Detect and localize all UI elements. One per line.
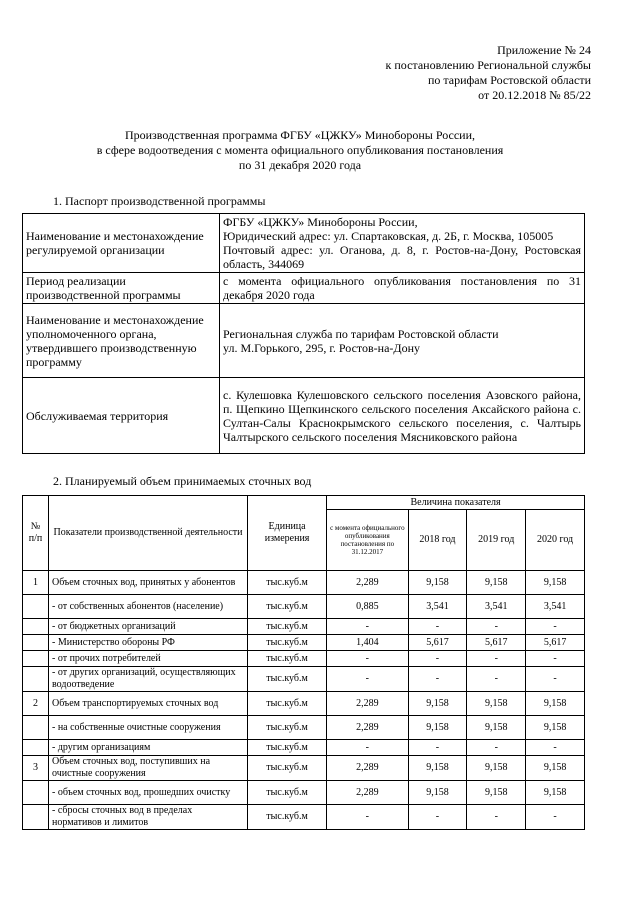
row-2018: - [408, 740, 467, 756]
table-row [23, 805, 585, 830]
row-unit: тыс.куб.м [248, 667, 327, 692]
row-unit: тыс.куб.м [248, 595, 327, 619]
section-2-heading: 2. Планируемый объем принимаемых сточных вод [53, 474, 312, 488]
row-2019: - [467, 740, 526, 756]
appendix-block [386, 43, 591, 103]
row-base: 2,289 [327, 781, 408, 805]
row-2018: 9,158 [408, 692, 467, 716]
row-base: - [327, 667, 408, 692]
row-num: 3 [23, 756, 49, 781]
row-num [23, 595, 49, 619]
row-2019: 9,158 [467, 781, 526, 805]
title-line-1: Производственная программа ФГБУ «ЦЖКУ» Минобороны России, [124, 128, 476, 142]
row-2018: 9,158 [408, 781, 467, 805]
row-2020: 9,158 [526, 716, 585, 740]
row-base: - [327, 805, 408, 830]
volume-table-body [23, 571, 585, 830]
passport-row [23, 304, 585, 378]
table-row [23, 781, 585, 805]
row-2018: 9,158 [408, 571, 467, 595]
row-num [23, 635, 49, 651]
row-2018: 3,541 [408, 595, 467, 619]
appendix-date: от 20.12.2018 № 85/22 [478, 88, 591, 102]
row-unit: тыс.куб.м [248, 619, 327, 635]
row-unit: тыс.куб.м [248, 805, 327, 830]
row-unit: тыс.куб.м [248, 635, 327, 651]
header-unit: Единица измерения [248, 496, 327, 571]
section-1-heading: 1. Паспорт производственной программы [53, 194, 266, 208]
row-2020: - [526, 651, 585, 667]
volume-table [22, 495, 585, 830]
header-year-2019: 2019 год [467, 510, 526, 571]
row-2020: 9,158 [526, 571, 585, 595]
territory-text: с. Кулешовка Кулешовского сельского поселения Азовского района, п. Щепкино Щепкинского сельского поселения Аксайского района с. Султан-Салы Краснокрымского сельского поселения, с. Чалтырь Чалтырского сельского поселения Мясниковского района [223, 387, 581, 444]
row-num [23, 651, 49, 667]
row-2019: - [467, 667, 526, 692]
table-row [23, 716, 585, 740]
row-num: 1 [23, 571, 49, 595]
row-unit: тыс.куб.м [248, 740, 327, 756]
row-2018: - [408, 651, 467, 667]
header-year-2020: 2020 год [526, 510, 585, 571]
header-value-group: Величина показателя [327, 496, 585, 510]
authority-name: Региональная служба по тарифам Ростовской области [223, 326, 499, 341]
row-2019: - [467, 619, 526, 635]
period-text: с момента официального опубликования постановления по 31 декабря 2020 года [223, 274, 581, 302]
row-num: 2 [23, 692, 49, 716]
row-indicator: - от других организаций, осуществляющих водоотведение [49, 667, 248, 692]
row-2018: 9,158 [408, 756, 467, 781]
row-indicator: Объем сточных вод, поступивших на очистные сооружения [49, 756, 248, 781]
row-indicator: - от бюджетных организаций [49, 619, 248, 635]
table-row [23, 635, 585, 651]
row-2018: - [408, 619, 467, 635]
row-2020: - [526, 740, 585, 756]
appendix-resolution: к постановлению Региональной службы [385, 58, 591, 72]
row-base: 1,404 [327, 635, 408, 651]
passport-value [220, 378, 585, 454]
title-line-2: в сфере водоотведения с момента официального опубликования постановления [96, 143, 504, 157]
row-2019: 3,541 [467, 595, 526, 619]
row-base: 2,289 [327, 692, 408, 716]
row-2020: 9,158 [526, 781, 585, 805]
passport-row [23, 378, 585, 454]
row-num [23, 740, 49, 756]
row-indicator: - Министерство обороны РФ [49, 635, 248, 651]
passport-table [22, 213, 585, 454]
row-num [23, 781, 49, 805]
row-2018: - [408, 667, 467, 692]
appendix-authority: по тарифам Ростовской области [427, 73, 591, 87]
row-indicator: - объем сточных вод, прошедших очистку [49, 781, 248, 805]
passport-label: Обслуживаемая территория [23, 378, 220, 454]
passport-row [23, 214, 585, 273]
header-num: № п/п [23, 496, 49, 571]
row-unit: тыс.куб.м [248, 651, 327, 667]
header-row [23, 496, 585, 510]
header-year-2018: 2018 год [408, 510, 467, 571]
legal-address: Юридический адрес: ул. Спартаковская, д. 2Б, г. Москва, 105005 [223, 229, 554, 243]
row-2020: - [526, 667, 585, 692]
passport-label: Период реализации производственной программы [23, 273, 220, 304]
row-base: 2,289 [327, 756, 408, 781]
header-base-period: с момента официального опубликования постановления по 31.12.2017 [327, 510, 408, 571]
row-2019: 5,617 [467, 635, 526, 651]
passport-value [220, 214, 585, 273]
postal-address: Почтовый адрес: ул. Оганова, д. 8, г. Ростов-на-Дону, Ростовская область, 344069 [223, 243, 581, 271]
row-2018: 9,158 [408, 716, 467, 740]
row-2020: - [526, 805, 585, 830]
row-2019: - [467, 805, 526, 830]
row-base: 0,885 [327, 595, 408, 619]
row-unit: тыс.куб.м [248, 692, 327, 716]
row-num [23, 716, 49, 740]
row-base: - [327, 651, 408, 667]
row-unit: тыс.куб.м [248, 716, 327, 740]
row-2020: 5,617 [526, 635, 585, 651]
table-row [23, 740, 585, 756]
header-indicator: Показатели производственной деятельности [49, 496, 248, 571]
row-2019: 9,158 [467, 756, 526, 781]
row-2020: 9,158 [526, 756, 585, 781]
row-num [23, 667, 49, 692]
row-2019: 9,158 [467, 692, 526, 716]
passport-value [220, 304, 585, 378]
row-2020: - [526, 619, 585, 635]
passport-value [220, 273, 585, 304]
row-base: - [327, 740, 408, 756]
passport-row [23, 273, 585, 304]
table-row [23, 651, 585, 667]
row-unit: тыс.куб.м [248, 756, 327, 781]
table-row [23, 692, 585, 716]
row-2020: 3,541 [526, 595, 585, 619]
row-indicator: - от прочих потребителей [49, 651, 248, 667]
row-base: 2,289 [327, 716, 408, 740]
row-2019: - [467, 651, 526, 667]
row-indicator: Объем сточных вод, принятых у абонентов [49, 571, 248, 595]
row-indicator: Объем транспортируемых сточных вод [49, 692, 248, 716]
passport-label: Наименование и местонахождение регулируемой организации [23, 214, 220, 273]
row-unit: тыс.куб.м [248, 781, 327, 805]
row-indicator: - на собственные очистные сооружения [49, 716, 248, 740]
row-indicator: - другим организациям [49, 740, 248, 756]
title-line-3: по 31 декабря 2020 года [238, 158, 362, 172]
table-row [23, 571, 585, 595]
row-num [23, 619, 49, 635]
table-row [23, 667, 585, 692]
passport-label: Наименование и местонахождение уполномоченного органа, утвердившего производственную программу [23, 304, 220, 378]
row-2020: 9,158 [526, 692, 585, 716]
organization-name: ФГБУ «ЦЖКУ» Минобороны России, [223, 215, 418, 229]
table-row [23, 756, 585, 781]
row-indicator: - от собственных абонентов (население) [49, 595, 248, 619]
row-2018: - [408, 805, 467, 830]
authority-address: ул. М.Горького, 295, г. Ростов-на-Дону [223, 340, 420, 355]
row-base: 2,289 [327, 571, 408, 595]
table-row [23, 595, 585, 619]
row-unit: тыс.куб.м [248, 571, 327, 595]
appendix-number: Приложение № 24 [497, 43, 591, 57]
row-indicator: - сбросы сточных вод в пределах нормативов и лимитов [49, 805, 248, 830]
table-row [23, 619, 585, 635]
row-2018: 5,617 [408, 635, 467, 651]
document-title [60, 128, 540, 173]
row-num [23, 805, 49, 830]
row-2019: 9,158 [467, 571, 526, 595]
row-2019: 9,158 [467, 716, 526, 740]
row-base: - [327, 619, 408, 635]
